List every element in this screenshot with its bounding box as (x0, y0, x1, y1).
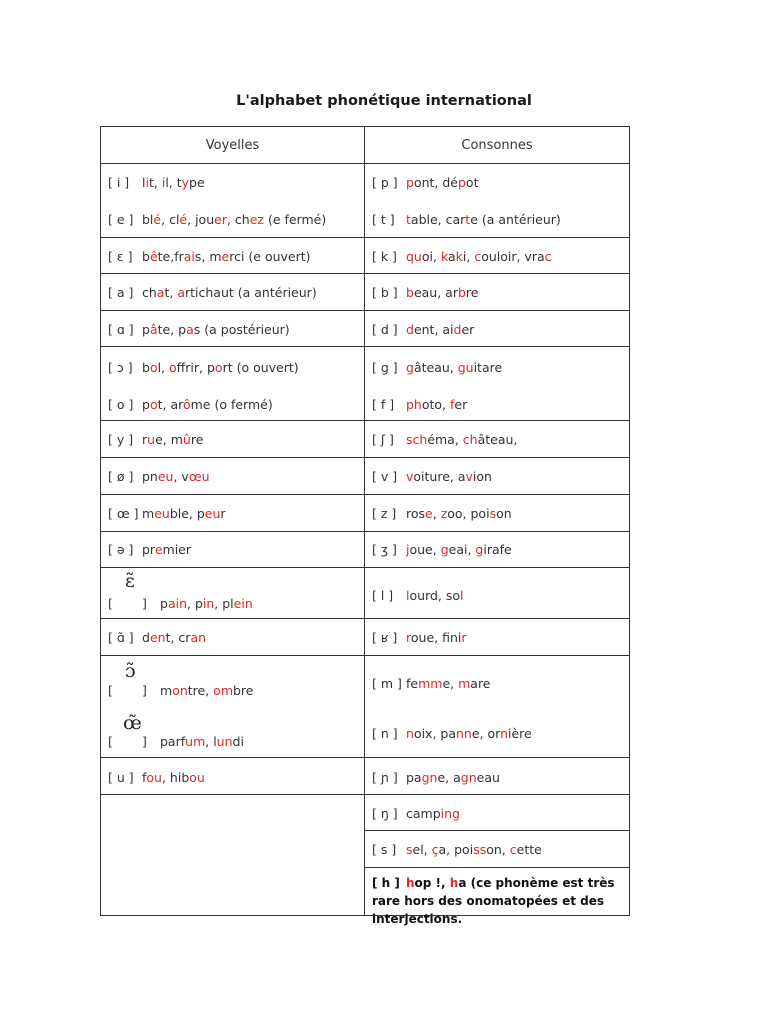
highlighted-letters: é (179, 212, 188, 227)
example-text: éma, (427, 432, 463, 447)
vowel-row (108, 469, 210, 484)
phoneme-symbol: [ (108, 683, 113, 698)
phoneme-symbol: [ g ] (372, 360, 398, 375)
highlighted-letters: eu (157, 469, 174, 484)
vowel-row (108, 285, 317, 300)
example-text: re (190, 432, 204, 447)
example-text: ière (508, 726, 532, 741)
example-text: rt (o ouvert) (222, 360, 299, 375)
highlighted-letters: m (458, 676, 471, 691)
consonant-row (372, 806, 460, 821)
phoneme-symbol: [ ɑ ] (108, 322, 134, 337)
highlighted-letters: ph (406, 397, 422, 412)
highlighted-letters: an (190, 630, 207, 645)
consonants-header: Consonnes (365, 126, 630, 164)
highlighted-letters: d (406, 322, 414, 337)
highlighted-letters: y (181, 175, 190, 190)
example-text: ont, dé (413, 175, 458, 190)
phoneme-symbol: [ i ] (108, 175, 130, 190)
example-text: e, a (437, 770, 461, 785)
phoneme-symbol: [ f ] (372, 397, 395, 412)
example-text: , jou (187, 212, 215, 227)
highlighted-letters: n (500, 726, 509, 741)
example-text: oix, pa (413, 726, 456, 741)
phoneme-symbol: [ o ] (108, 397, 134, 412)
vowel-cell (100, 420, 365, 458)
consonant-cell (365, 757, 630, 795)
example-text: e, or (471, 726, 501, 741)
highlighted-letters: l (406, 588, 410, 603)
example-text: p (142, 322, 150, 337)
vowel-row (108, 212, 326, 227)
example-text: t, cr (165, 630, 191, 645)
consonant-cell (365, 830, 630, 868)
highlighted-letters: gu (457, 360, 474, 375)
vowel-row (108, 175, 205, 190)
highlighted-letters: eu (204, 506, 221, 521)
example-text: are (470, 676, 491, 691)
highlighted-letters: g (440, 542, 449, 557)
example-text: pr (142, 542, 155, 557)
page-title: L'alphabet phonétique international (236, 93, 532, 109)
example-text: s (a postérieur) (193, 322, 290, 337)
example-text: oi, (421, 249, 441, 264)
example-text: op !, (414, 876, 450, 890)
example-text: ouloir, vra (481, 249, 545, 264)
highlighted-letters: er (214, 212, 227, 227)
highlighted-letters: ain (167, 596, 187, 611)
consonant-cell (365, 618, 630, 656)
highlighted-letters: ç (431, 842, 439, 857)
highlighted-letters: u (147, 432, 156, 447)
highlighted-letters: ing (440, 806, 460, 821)
example-text: , cl (161, 212, 180, 227)
vowel-row (108, 432, 203, 447)
phoneme-symbol: [ t ] (372, 212, 395, 227)
highlighted-letters: eu (154, 506, 170, 521)
phoneme-symbol: [ ʒ ] (372, 542, 397, 557)
consonant-cell (365, 457, 630, 495)
highlighted-letters: b (457, 285, 466, 300)
example-text: , ch (226, 212, 250, 227)
phoneme-symbol: [ a ] (108, 285, 134, 300)
example-text: , l (205, 734, 217, 749)
consonant-row (372, 542, 512, 557)
phoneme-symbol: [ œ ] (108, 506, 139, 521)
example-text: r (142, 432, 148, 447)
example-text: te,fr (157, 249, 184, 264)
consonants-column (365, 126, 630, 926)
example-text: ros (406, 506, 426, 521)
highlighted-letters: ê (149, 249, 158, 264)
highlighted-letters: o (149, 360, 158, 375)
phoneme-symbol: [ y ] (108, 432, 134, 447)
phoneme-symbol: [ e ] (108, 212, 134, 227)
phoneme-symbol: [ b ] (372, 285, 398, 300)
example-text: âteau, (413, 360, 458, 375)
example-text: rtichaut (a antérieur) (185, 285, 317, 300)
consonant-row (372, 322, 474, 337)
example-text: er (454, 397, 468, 412)
consonant-cell (365, 346, 630, 421)
example-text: m (160, 683, 173, 698)
vowel-row (108, 322, 290, 337)
highlighted-letters: é (153, 212, 162, 227)
vowels-column (100, 126, 365, 916)
vowel-cell (100, 757, 365, 795)
example-text: a (447, 249, 456, 264)
example-text: , hib (161, 770, 190, 785)
phoneme-symbol: [ ɔ ] (108, 360, 133, 375)
vowel-cell (100, 567, 365, 619)
highlighted-letters: a (156, 285, 165, 300)
highlighted-letters: n (406, 726, 414, 741)
highlighted-letters: û (182, 432, 191, 447)
example-text: ch (142, 285, 157, 300)
highlighted-letters: e (425, 506, 433, 521)
phoneme-symbol: [ l ] (372, 588, 394, 603)
example-text: f (142, 770, 147, 785)
highlighted-letters: e (154, 542, 163, 557)
highlighted-letters: on (172, 683, 188, 698)
vowels-header: Voyelles (100, 126, 365, 164)
example-text: ion (472, 469, 492, 484)
example-text: bre (233, 683, 254, 698)
highlighted-letters: ai (183, 249, 195, 264)
highlighted-letters: c (544, 249, 552, 264)
phonetic-table (100, 126, 630, 926)
phoneme-symbol: [ s ] (372, 842, 397, 857)
phoneme-symbol: [ h ] (372, 876, 400, 890)
highlighted-letters: om (213, 683, 233, 698)
highlighted-letters: s (406, 842, 413, 857)
consonant-cell (365, 420, 630, 458)
example-text: , pl (214, 596, 234, 611)
example-text: el, (412, 842, 432, 857)
example-text: d (142, 630, 150, 645)
example-text: te, p (157, 322, 187, 337)
phoneme-symbol: [ ø ] (108, 469, 134, 484)
phoneme-symbol: [ ʁ ] (372, 630, 398, 645)
highlighted-letters: h (406, 876, 415, 890)
example-text: ourd, so (409, 588, 461, 603)
example-text: e (a antérieur) (470, 212, 561, 227)
highlighted-letters: œu (188, 469, 210, 484)
example-text: on, (486, 842, 510, 857)
highlighted-letters: s (489, 506, 497, 521)
highlighted-letters: v (465, 469, 473, 484)
example-text: ffrir, p (176, 360, 215, 375)
highlighted-letters: t (465, 212, 471, 227)
vowel-cell (100, 346, 365, 421)
consonant-row (372, 175, 478, 190)
consonant-cell (365, 310, 630, 347)
example-text: eau (476, 770, 500, 785)
example-text: oiture, a (413, 469, 466, 484)
highlighted-letters: mm (418, 676, 443, 691)
highlighted-letters: sch (406, 432, 428, 447)
phoneme-symbol: [ p ] (372, 175, 398, 190)
consonant-cell (365, 567, 630, 619)
highlighted-letters: g (475, 542, 484, 557)
highlighted-letters: un (216, 734, 233, 749)
highlighted-letters: gn (421, 770, 438, 785)
highlighted-letters: l (460, 588, 464, 603)
consonant-row (372, 285, 478, 300)
example-text: oue, (409, 542, 441, 557)
highlighted-letters: p (457, 175, 466, 190)
highlighted-letters: ch (462, 432, 478, 447)
phoneme-symbol: [ (108, 734, 113, 749)
highlighted-letters: z (440, 506, 448, 521)
example-text: , (432, 506, 441, 521)
consonant-row (372, 360, 502, 375)
highlighted-letters: k (440, 249, 448, 264)
consonant-row (372, 249, 552, 264)
example-text: er (461, 322, 475, 337)
consonant-cell (365, 867, 630, 926)
example-text: b (142, 360, 150, 375)
example-text: ble, p (169, 506, 205, 521)
example-text: mier (162, 542, 191, 557)
example-text: pe (189, 175, 205, 190)
vowel-row (108, 249, 311, 264)
nasal-vowel-symbol: ɔ̃ (125, 660, 136, 682)
phoneme-symbol: [ u ] (108, 770, 134, 785)
example-text: , p (187, 596, 203, 611)
example-text: camp (406, 806, 441, 821)
example-text: pa (406, 770, 422, 785)
consonant-row (372, 630, 467, 645)
highlighted-letters: h (449, 876, 459, 890)
highlighted-letters: b (406, 285, 414, 300)
phoneme-symbol: [ ə ] (108, 542, 134, 557)
phoneme-bracket-close: ] (142, 683, 147, 698)
highlighted-letters: g (406, 360, 414, 375)
phoneme-symbol: [ d ] (372, 322, 398, 337)
consonant-cell (365, 237, 630, 274)
highlighted-letters: o (214, 360, 223, 375)
highlighted-letters: gn (460, 770, 477, 785)
example-text: di (232, 734, 244, 749)
example-text: l, t (165, 175, 182, 190)
example-text: , v (173, 469, 189, 484)
highlighted-letters: j (406, 542, 410, 557)
highlighted-letters: r (406, 630, 411, 645)
highlighted-letters: p (406, 175, 414, 190)
vowel-cell (100, 655, 365, 758)
phoneme-symbol: [ m ] (372, 676, 402, 691)
example-text: âteau, (477, 432, 518, 447)
example-text: t, (148, 175, 162, 190)
vowel-row (108, 397, 273, 412)
vowel-empty-cell (100, 794, 365, 916)
example-text: t, (164, 285, 178, 300)
consonant-row (372, 874, 621, 928)
vowel-row (108, 683, 254, 698)
highlighted-letters: ez (249, 212, 264, 227)
example-text: e, m (155, 432, 183, 447)
vowel-cell (100, 273, 365, 311)
highlighted-letters: ou (189, 770, 205, 785)
example-text: itare (473, 360, 503, 375)
example-text: able, car (410, 212, 466, 227)
phoneme-symbol: [ ŋ ] (372, 806, 398, 821)
highlighted-letters: qu (406, 249, 422, 264)
consonant-cell (365, 163, 630, 238)
highlighted-letters: v (406, 469, 414, 484)
consonant-row (372, 212, 561, 227)
consonant-row (372, 506, 512, 521)
consonant-cell (365, 494, 630, 532)
consonant-row (372, 770, 500, 785)
consonant-row (372, 397, 467, 412)
nasal-vowel-symbol: ɛ̃ (125, 570, 135, 592)
highlighted-letters: a (186, 322, 194, 337)
highlighted-letters: in (202, 596, 215, 611)
phoneme-symbol: [ n ] (372, 726, 398, 741)
example-text: (e fermé) (263, 212, 327, 227)
highlighted-letters: f (450, 397, 455, 412)
vowel-cell (100, 494, 365, 532)
highlighted-letters: d (453, 322, 462, 337)
highlighted-letters: ô (182, 397, 191, 412)
highlighted-letters: um (185, 734, 206, 749)
example-text: oto, (421, 397, 451, 412)
highlighted-letters: e (221, 249, 230, 264)
example-text: pn (142, 469, 158, 484)
vowel-cell (100, 163, 365, 238)
phoneme-symbol: [ v ] (372, 469, 398, 484)
vowel-row (108, 596, 253, 611)
example-text: irafe (483, 542, 512, 557)
example-text: re (465, 285, 479, 300)
example-text: parf (160, 734, 186, 749)
example-text: i, (462, 249, 475, 264)
example-text: eai, (448, 542, 476, 557)
phoneme-symbol: [ k ] (372, 249, 397, 264)
example-text: s, m (194, 249, 222, 264)
highlighted-letters: ss (473, 842, 487, 857)
example-text: ent, ai (413, 322, 454, 337)
vowel-row (108, 360, 299, 375)
phoneme-bracket-close: ] (142, 596, 147, 611)
example-text: oue, fini (410, 630, 462, 645)
example-text: t, ar (157, 397, 183, 412)
vowel-cell (100, 618, 365, 656)
consonant-row (372, 432, 517, 447)
highlighted-letters: ou (146, 770, 162, 785)
highlighted-letters: ein (233, 596, 253, 611)
vowel-row (108, 506, 226, 521)
example-text: a, poi (438, 842, 474, 857)
phoneme-symbol: [ ɛ ] (108, 249, 133, 264)
highlighted-letters: â (149, 322, 158, 337)
phoneme-symbol: [ (108, 596, 113, 611)
example-text: b (142, 249, 150, 264)
highlighted-letters: c (509, 842, 517, 857)
highlighted-letters: nn (456, 726, 472, 741)
highlighted-letters: o (149, 397, 158, 412)
highlighted-letters: i (161, 175, 166, 190)
vowel-row (108, 734, 244, 749)
vowel-cell (100, 531, 365, 568)
example-text: m (142, 506, 155, 521)
example-text: e, (442, 676, 459, 691)
phoneme-symbol: [ z ] (372, 506, 397, 521)
consonant-row (372, 726, 532, 741)
highlighted-letters: o (169, 360, 177, 375)
highlighted-letters: i (145, 175, 149, 190)
example-text: l (142, 175, 146, 190)
nasal-vowel-symbol: œ̃ (123, 712, 142, 734)
vowel-cell (100, 310, 365, 347)
consonant-cell (365, 531, 630, 568)
phoneme-symbol: [ ɑ̃ ] (108, 630, 134, 645)
highlighted-letters: r (461, 630, 467, 645)
example-text: eau, ar (413, 285, 458, 300)
highlighted-letters: t (406, 212, 411, 227)
consonant-cell (365, 794, 630, 831)
example-text: a (ce phonème est très rare hors des onomatopées et des interjections. (372, 876, 615, 926)
consonant-row (372, 588, 464, 603)
example-text: ette (516, 842, 542, 857)
vowel-row (108, 542, 191, 557)
example-text: l, (157, 360, 170, 375)
highlighted-letters: k (455, 249, 463, 264)
vowel-row (108, 630, 206, 645)
example-text: r (220, 506, 226, 521)
highlighted-letters: a (177, 285, 185, 300)
consonant-cell (365, 655, 630, 758)
example-text: oo, poi (447, 506, 490, 521)
example-text: p (142, 397, 150, 412)
example-text: fe (406, 676, 419, 691)
example-text: bl (142, 212, 154, 227)
phoneme-symbol: [ ɲ ] (372, 770, 398, 785)
example-text: rci (e ouvert) (229, 249, 311, 264)
example-text: tre, (187, 683, 214, 698)
highlighted-letters: c (474, 249, 482, 264)
phoneme-bracket-close: ] (142, 734, 147, 749)
consonant-row (372, 676, 491, 691)
example-text: on (496, 506, 512, 521)
example-text: ot (465, 175, 479, 190)
phoneme-symbol: [ ʃ ] (372, 432, 394, 447)
vowel-row (108, 770, 205, 785)
vowel-cell (100, 237, 365, 274)
consonant-cell (365, 273, 630, 311)
example-text: me (o fermé) (190, 397, 273, 412)
consonant-row (372, 842, 542, 857)
consonant-row (372, 469, 492, 484)
vowel-cell (100, 457, 365, 495)
example-text: p (160, 596, 168, 611)
highlighted-letters: en (149, 630, 166, 645)
